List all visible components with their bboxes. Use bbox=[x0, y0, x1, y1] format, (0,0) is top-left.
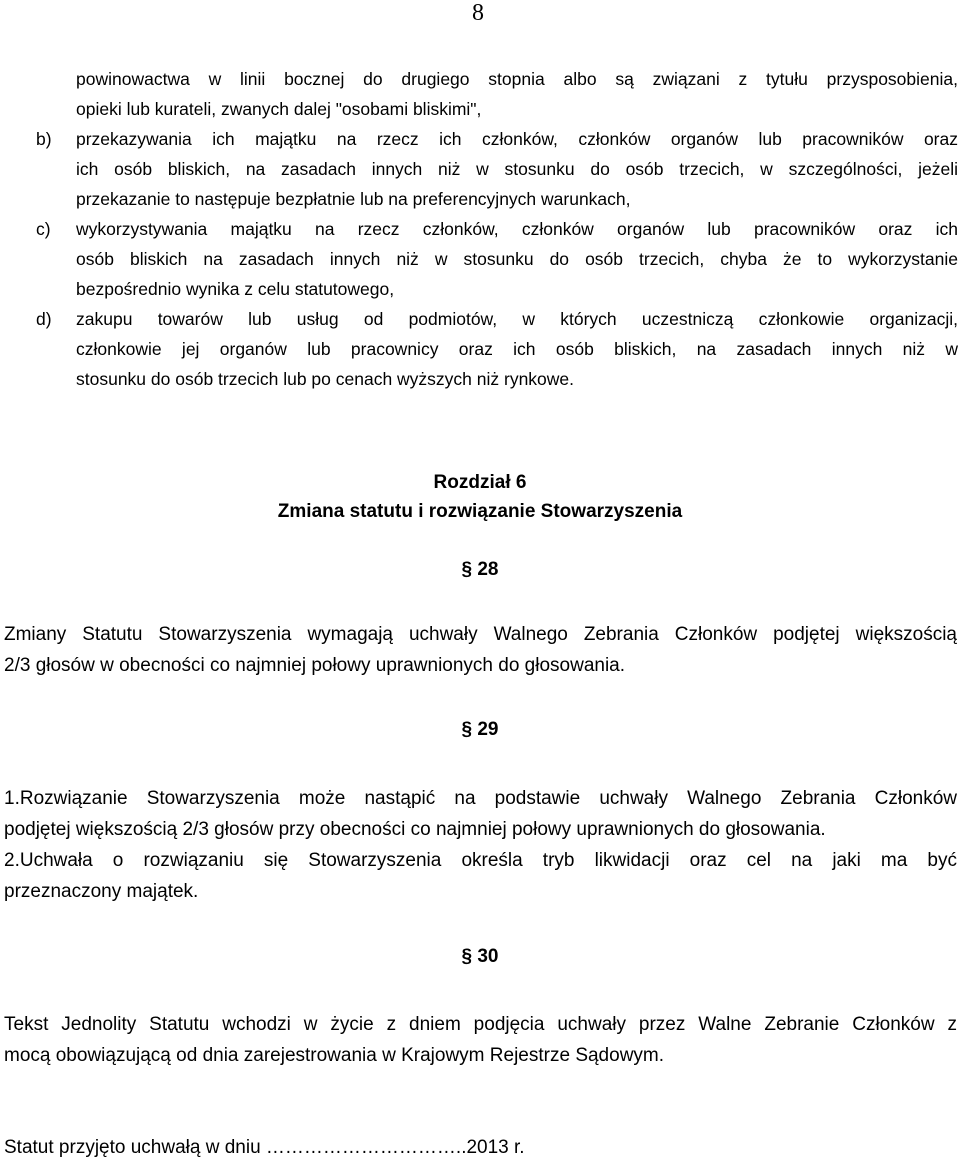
section-28-text bbox=[4, 619, 957, 681]
list-item-line: osób bliskich na zasadach innych niż w stosunku do osób trzecich, chyba że to wykorzystanie bbox=[76, 249, 958, 269]
list-item-line: zakupu towarów lub usług od podmiotów, w których uczestniczą członkowie organizacji, bbox=[76, 309, 958, 329]
list-intro-line: powinowactwa w linii bocznej do drugiego stopnia albo są związani z tytułu przysposobienia, bbox=[76, 69, 958, 89]
list-item-line: bezpośrednio wynika z celu statutowego, bbox=[76, 279, 395, 299]
paragraph-line: 2/3 głosów w obecności co najmniej połowy uprawnionych do głosowania. bbox=[4, 655, 626, 676]
section-heading-30: § 30 bbox=[461, 946, 499, 967]
list-marker: c) bbox=[36, 219, 51, 239]
page-number: 8 bbox=[472, 0, 484, 26]
list-item-line: wykorzystywania majątku na rzecz członków, członków organów lub pracowników oraz ich bbox=[76, 219, 958, 239]
list-marker: d) bbox=[36, 309, 52, 329]
chapter-subtitle: Zmiana statutu i rozwiązanie Stowarzyszenia bbox=[277, 501, 683, 522]
section-29-text bbox=[4, 783, 957, 907]
adoption-date-line: Statut przyjęto uchwałą w dniu …………………………..2013 r. bbox=[4, 1137, 525, 1158]
paragraph-line: mocą obowiązującą od dnia zarejestrowania w Krajowym Rejestrze Sądowym. bbox=[4, 1045, 665, 1066]
section-heading-28: § 28 bbox=[461, 559, 499, 580]
paragraph-line: Zmiany Statutu Stowarzyszenia wymagają uchwały Walnego Zebrania Członków podjętej większością bbox=[4, 624, 957, 645]
chapter-title: Rozdział 6 bbox=[433, 472, 527, 493]
list-item-line: ich osób bliskich, na zasadach innych niż w stosunku do osób trzecich, w szczególności, jeżeli bbox=[76, 159, 958, 179]
section-heading-29: § 29 bbox=[461, 719, 499, 740]
list-item-line: przekazywania ich majątku na rzecz ich członków, członków organów lub pracowników oraz bbox=[76, 129, 958, 149]
paragraph-line: podjętej większością 2/3 głosów przy obecności co najmniej połowy uprawnionych do głosowania. bbox=[4, 819, 826, 840]
list-item-line: przekazanie to następuje bezpłatnie lub na preferencyjnych warunkach, bbox=[76, 189, 631, 209]
list-item-line: członkowie jej organów lub pracownicy oraz ich osób bliskich, na zasadach innych niż w bbox=[76, 339, 958, 359]
list-intro-line: opieki lub kurateli, zwanych dalej "osobami bliskimi", bbox=[76, 99, 482, 119]
paragraph-line: 1.Rozwiązanie Stowarzyszenia może nastąpić na podstawie uchwały Walnego Zebrania Członków bbox=[4, 788, 957, 809]
list-marker: b) bbox=[36, 129, 52, 149]
paragraph-line: Tekst Jednolity Statutu wchodzi w życie z dniem podjęcia uchwały przez Walne Zebranie Członków z bbox=[4, 1014, 957, 1035]
paragraph-line: przeznaczony majątek. bbox=[4, 881, 199, 902]
paragraph-line: 2.Uchwała o rozwiązaniu się Stowarzyszenia określa tryb likwidacji oraz cel na jaki ma być bbox=[4, 850, 957, 871]
section-30-text bbox=[4, 1009, 957, 1071]
list-item-line: stosunku do osób trzecich lub po cenach wyższych niż rynkowe. bbox=[76, 369, 575, 389]
